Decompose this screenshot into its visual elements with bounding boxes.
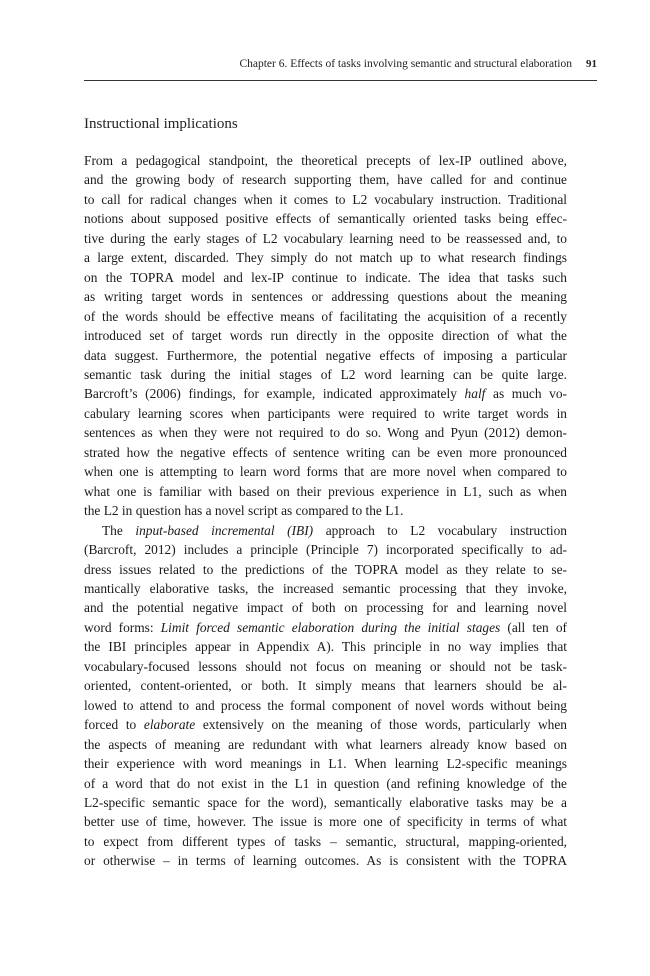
text-line: L2-specific semantic space for the word), semantically elaborative tasks may be a [84, 794, 567, 810]
text-run: as much vo- [485, 386, 567, 402]
text-line: semantic task during the initial stages of L2 word learning can be quite large. [84, 366, 567, 382]
text-line: to expect from different types of tasks – semantic, structural, mapping-oriented, [84, 833, 567, 849]
text-line: oriented, content-oriented, or both. It simply means that learners should be al- [84, 678, 567, 694]
text-line: introduced set of target words run directly in the opposite direction of what the [84, 328, 567, 344]
text-line: and the growing body of research supporting them, have called for and continue [84, 172, 567, 188]
emphasis-text: Limit forced semantic elaboration during the initial stages [160, 619, 501, 635]
text-run: Barcroft’s (2006) findings, for example, indicated approximately [84, 386, 465, 402]
header-rule [84, 80, 597, 81]
chapter-title: Chapter 6. Effects of tasks involving semantic and structural elaboration [239, 58, 572, 70]
emphasis-text: input-based incremental (IBI) [135, 522, 314, 538]
text-line: data suggest. Furthermore, the potential negative effects of imposing a particular [84, 347, 567, 363]
text-line: better use of time, however. The issue is more one of specificity in terms of what [84, 814, 567, 830]
body-text [84, 151, 567, 871]
running-head [84, 58, 597, 70]
text-line: strated how the negative effects of sentence writing can be even more pronounced [84, 444, 567, 460]
text-line: a large extent, discarded. They simply do not match up to what research findings [84, 250, 567, 266]
text-line [84, 618, 567, 637]
text-line: their experience with word meanings in L1. When learning L2-specific meanings [84, 756, 567, 772]
text-line: the aspects of meaning are redundant with what learners already know based on [84, 736, 567, 752]
text-line: or otherwise – in terms of learning outcomes. As is consistent with the TOPRA [84, 853, 567, 869]
text-line: the L2 in question has a novel script as compared to the L1. [84, 503, 404, 519]
text-line: notions about supposed positive effects of semantically oriented tasks being effec- [84, 211, 567, 227]
text-run: The [102, 522, 136, 538]
paragraph-1 [84, 151, 567, 521]
text-line: of the words should be effective means of facilitating the acquisition of a recently [84, 308, 567, 324]
text-run: forced to [84, 717, 144, 733]
text-line: dress issues related to the predictions of the TOPRA model as they relate to se- [84, 561, 567, 577]
text-run: (all ten of [500, 619, 567, 635]
text-line [84, 384, 567, 403]
text-line: what one is familiar with based on their previous experience in L1, such as when [84, 483, 567, 499]
emphasis-text: half [464, 386, 486, 402]
text-line: and the potential negative impact of both on processing for and learning novel [84, 600, 567, 616]
text-line: to call for radical changes when it comes to L2 vocabulary instruction. Traditional [84, 191, 567, 207]
text-line: lowed to attend to and process the formal component of novel words without being [84, 697, 567, 713]
text-line: on the TOPRA model and lex-IP continue to indicate. The idea that tasks such [84, 269, 567, 285]
text-line: as writing target words in sentences or addressing questions about the meaning [84, 289, 567, 305]
text-line: when one is attempting to learn word forms that are more novel when compared to [84, 464, 567, 480]
text-line: mantically elaborative tasks, the increased semantic processing that they invoke, [84, 580, 567, 596]
text-line [84, 715, 567, 734]
text-run: approach to L2 vocabulary instruction [313, 522, 567, 538]
paragraph-2 [84, 521, 567, 871]
text-line: of a word that do not exist in the L1 in question (and refining knowledge of the [84, 775, 567, 791]
text-line [84, 521, 567, 540]
page-number: 91 [586, 58, 597, 70]
text-run: extensively on the meaning of those words, particularly when [195, 717, 567, 733]
text-line: From a pedagogical standpoint, the theoretical precepts of lex-IP outlined above, [84, 153, 567, 168]
text-line: the IBI principles appear in Appendix A). This principle in no way implies that [84, 639, 567, 655]
text-line: (Barcroft, 2012) includes a principle (Principle 7) incorporated specifically to ad- [84, 542, 567, 558]
emphasis-text: elaborate [143, 717, 196, 733]
text-run: word forms: [84, 619, 161, 635]
text-line: vocabulary-focused lessons should not focus on meaning or should not be task- [84, 658, 567, 674]
section-heading: Instructional implications [84, 116, 238, 132]
text-line: cabulary learning scores when participants were required to write target words in [84, 405, 567, 421]
text-line: tive during the early stages of L2 vocabulary learning need to be reassessed and, to [84, 230, 567, 246]
text-line: sentences as when they were not required to do so. Wong and Pyun (2012) demon- [84, 425, 567, 441]
